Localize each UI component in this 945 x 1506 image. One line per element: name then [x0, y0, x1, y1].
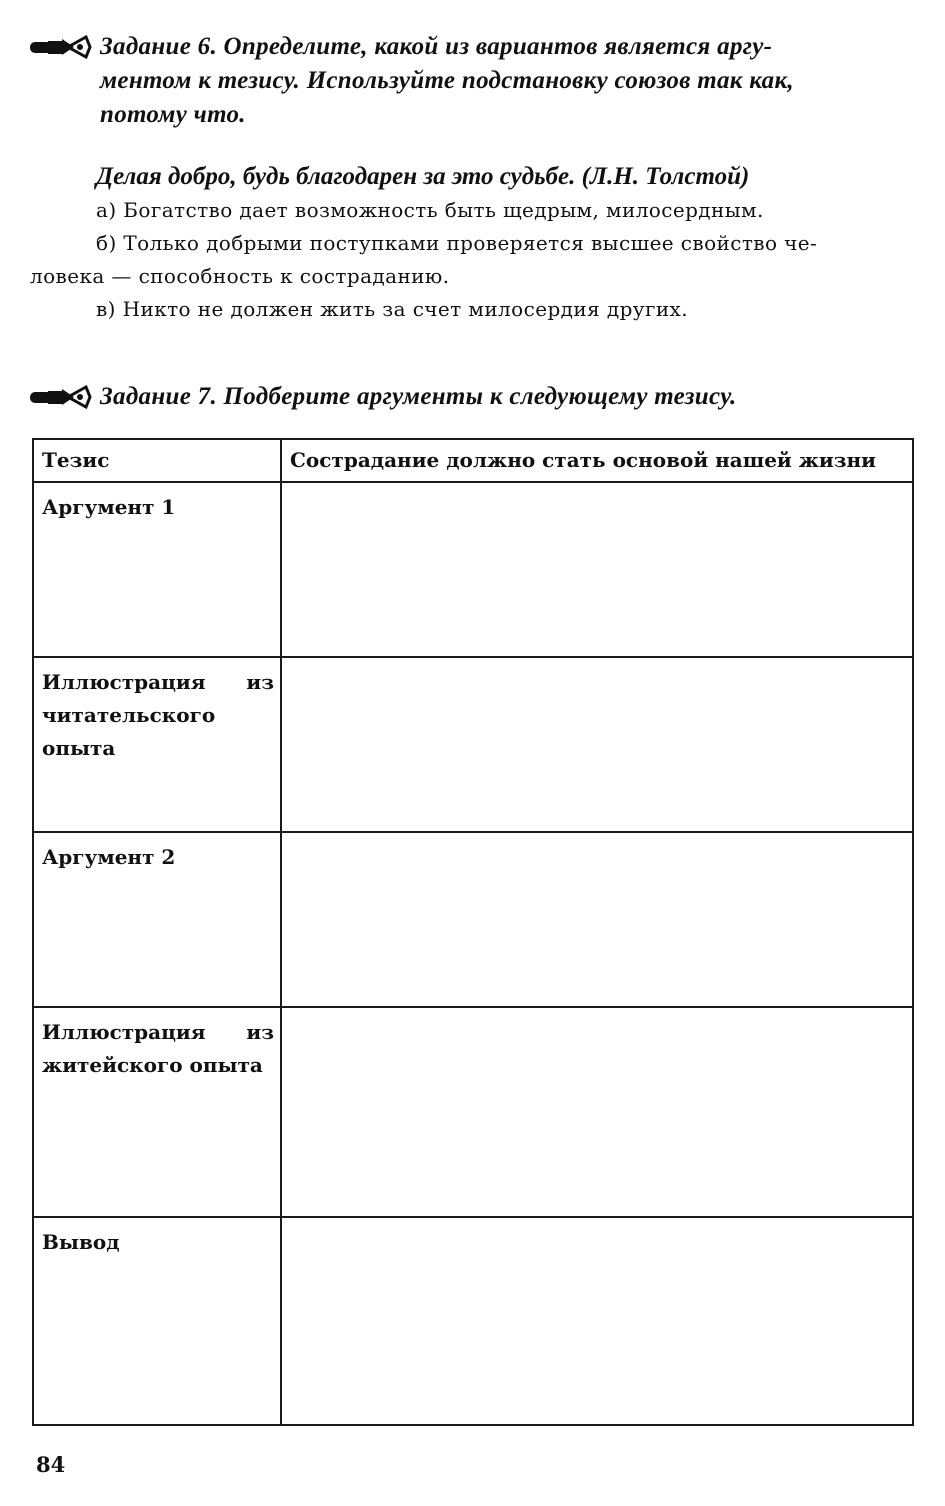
table-row [33, 832, 913, 1007]
argument-2-label: Аргумент 2 [42, 845, 176, 869]
life-illustration-answer-cell[interactable] [281, 1007, 913, 1217]
argument-worksheet-table [32, 438, 914, 1426]
conclusion-label: Вывод [42, 1230, 120, 1254]
argument-1-label-cell [33, 482, 281, 657]
conclusion-answer-cell[interactable] [281, 1217, 913, 1425]
pen-nib-icon [30, 385, 94, 409]
argument-2-label-cell [33, 832, 281, 1007]
reading-illustration-label-line-2: читательского [42, 703, 216, 727]
page-number: 84 [36, 1452, 66, 1477]
thesis-value-cell [281, 439, 913, 482]
thesis-value: Сострадание должно стать основой нашей жизни [290, 448, 876, 472]
task-6-quote: Делая добро, будь благодарен за это судьбе. (Л.Н. Толстой) [96, 163, 750, 190]
task-6-option-b-line-2: ловека — способность к состраданию. [30, 264, 450, 288]
task-6 [30, 30, 915, 326]
life-illustration-label-word-1: Иллюстрация [42, 1020, 206, 1044]
task-6-option-b-line-1: б) Только добрыми поступками проверяется высшее свойство че- [96, 231, 818, 255]
conclusion-label-cell [33, 1217, 281, 1425]
task-7-heading [30, 380, 915, 414]
table-row [33, 1217, 913, 1425]
thesis-label-cell [33, 439, 281, 482]
table-header-row [33, 439, 913, 482]
life-illustration-label-cell [33, 1007, 281, 1217]
life-illustration-label-line-2: житейского опыта [42, 1053, 263, 1077]
task-6-line-1: Задание 6. Определите, какой из вариантов является аргу- [100, 33, 773, 60]
reading-illustration-label-line-1 [42, 666, 274, 699]
table-row [33, 1007, 913, 1217]
reading-illustration-answer-cell[interactable] [281, 657, 913, 832]
task-6-option-a: а) Богатство дает возможность быть щедрым, милосердным. [96, 198, 764, 222]
reading-illustration-label-word-1: Иллюстрация [42, 670, 206, 694]
task-6-option-c: в) Никто не должен жить за счет милосердия других. [96, 297, 688, 321]
task-7 [30, 380, 915, 414]
reading-illustration-label-line-3: опыта [42, 736, 116, 760]
task-6-line-2: ментом к тезису. Используйте подстановку союзов так как, [100, 67, 794, 94]
task-6-line-3: потому что. [100, 101, 246, 128]
argument-1-label: Аргумент 1 [42, 495, 176, 519]
life-illustration-label-word-2: из [246, 1020, 274, 1044]
reading-illustration-label-word-2: из [246, 670, 274, 694]
table-row [33, 482, 913, 657]
pen-nib-icon [30, 35, 94, 59]
table-row [33, 657, 913, 832]
life-illustration-label-line-1 [42, 1016, 274, 1049]
argument-1-answer-cell[interactable] [281, 482, 913, 657]
task-7-heading-text: Задание 7. Подберите аргументы к следующему тезису. [100, 383, 737, 410]
thesis-label: Тезис [42, 448, 110, 472]
argument-2-answer-cell[interactable] [281, 832, 913, 1007]
reading-illustration-label-cell [33, 657, 281, 832]
task-6-heading [30, 30, 915, 132]
